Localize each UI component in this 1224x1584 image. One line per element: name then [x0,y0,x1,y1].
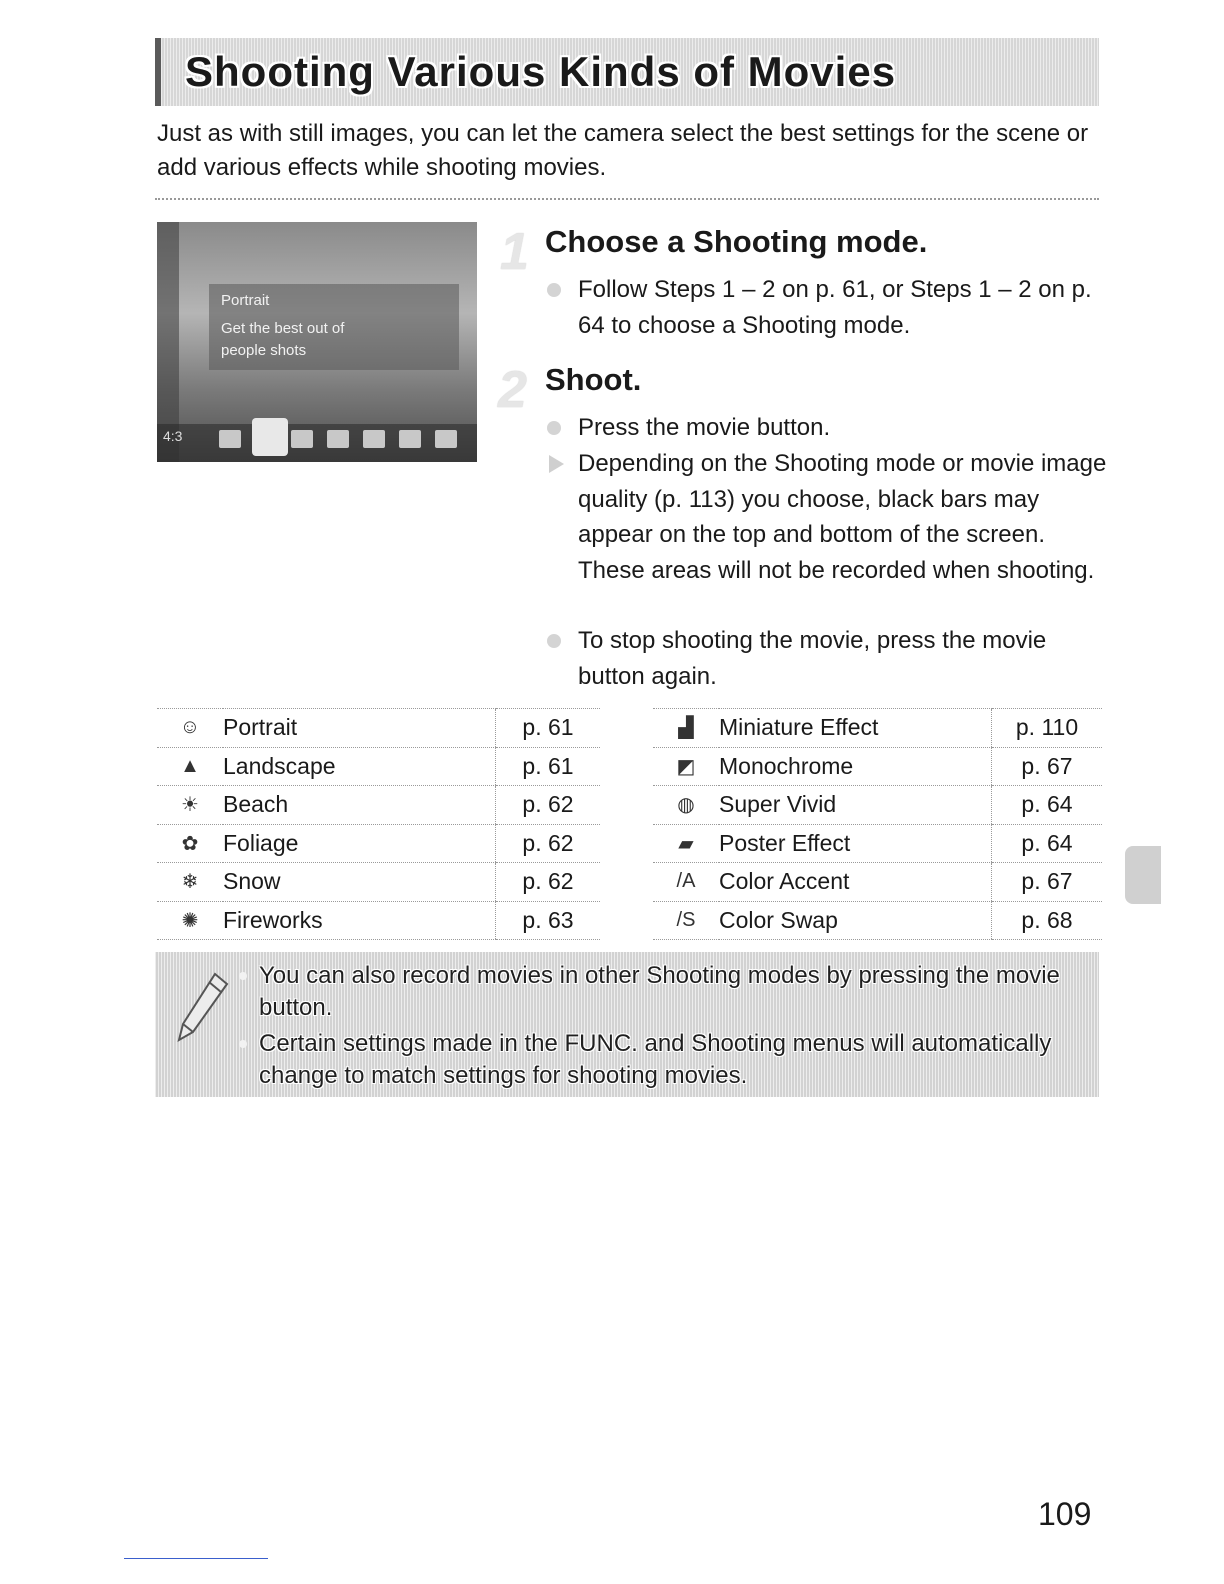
beach-icon: ☀ [157,786,223,825]
title-band-edge [155,38,161,106]
table-row [653,863,1102,902]
table-row [157,709,600,748]
screen-popup-title: Portrait [221,292,270,309]
mode-name: Beach [223,786,496,825]
note-text: You can also record movies in other Shooting modes by pressing the movie button. [259,962,1060,1021]
mode-name: Snow [223,863,496,902]
screen-mode-bar [157,424,477,462]
step-2-bullet-3-text: To stop shooting the movie, press the movie button again. [578,627,1047,690]
color-swap-icon: /S [653,901,719,940]
table-row [653,786,1102,825]
portrait-icon: ☺ [157,709,223,748]
snow-icon: ❄ [157,863,223,902]
screen-mode-icon [435,430,457,448]
result-arrow-icon [549,455,564,473]
bullet-dot-icon [239,1040,247,1048]
fireworks-icon: ✺ [157,901,223,940]
landscape-icon: ▲ [157,747,223,786]
intro-text: Just as with still images, you can let the camera select the best settings for the scene or add various effects while shooting movies. [157,120,1089,181]
page-title: Shooting Various Kinds of Movies [185,48,897,95]
screen-popup-desc-2: people shots [221,342,307,359]
mode-name: Portrait [223,709,496,748]
screen-mode-popup [209,284,459,370]
pencil-icon [175,970,231,1050]
page-ref: p. 61 [496,747,601,786]
screen-mode-icon [399,430,421,448]
page-ref: p. 61 [496,709,601,748]
mode-table-right [653,708,1102,940]
bullet-dot-icon [547,283,561,297]
mode-name: Fireworks [223,901,496,940]
note-text: Certain settings made in the FUNC. and Shooting menus will automatically change to match settings for shooting movies. [259,1030,1052,1089]
step-1-heading: Choose a Shooting mode. [545,224,928,259]
mode-table-left [157,708,600,940]
mode-name: Poster Effect [719,824,992,863]
screen-aspect-ratio: 4:3 [163,428,183,444]
page-ref: p. 67 [992,863,1103,902]
note-box [155,952,1099,1097]
page-number: 109 [1038,1496,1092,1532]
mode-name: Super Vivid [719,786,992,825]
monochrome-icon: ◩ [653,747,719,786]
title-band [155,38,1099,106]
step-1-number: 1 [500,223,529,281]
page-ref: p. 62 [496,786,601,825]
step-1-bullet-1-text: Follow Steps 1 – 2 on p. 61, or Steps 1 – 2 on p. 64 to choose a Shooting mode. [578,276,1092,339]
step-2-bullet-1-text: Press the movie button. [578,414,831,441]
step-2-heading: Shoot. [545,362,642,397]
note-item [239,1028,1079,1092]
page-ref: p. 67 [992,747,1103,786]
table-row [157,786,600,825]
page-ref: p. 110 [992,709,1103,748]
miniature-effect-icon: ▟ [653,709,719,748]
screen-selected-mode [252,418,288,456]
page-ref: p. 64 [992,786,1103,825]
mode-name: Landscape [223,747,496,786]
step-2-bullet-3 [547,623,1107,694]
table-row [157,747,600,786]
section-divider [155,198,1099,200]
table-row [157,824,600,863]
screen-mode-icon [327,430,349,448]
screen-mode-icon [291,430,313,448]
step-1-bullet-1 [547,272,1107,343]
page-ref: p. 63 [496,901,601,940]
table-row [157,901,600,940]
super-vivid-icon: ◍ [653,786,719,825]
bullet-dot-icon [547,421,561,435]
table-row [157,863,600,902]
bullet-dot-icon [239,972,247,980]
step-2-number: 2 [498,361,527,419]
step-2-bullet-2 [547,446,1107,588]
color-accent-icon: /A [653,863,719,902]
bullet-dot-icon [547,634,561,648]
mode-name: Monochrome [719,747,992,786]
table-row [653,747,1102,786]
table-row [653,824,1102,863]
step-2-bullet-1 [547,410,1107,446]
table-row [653,901,1102,940]
foliage-icon: ✿ [157,824,223,863]
page-ref: p. 62 [496,824,601,863]
page-ref: p. 68 [992,901,1103,940]
mode-name: Color Accent [719,863,992,902]
footer-rule [124,1558,268,1559]
mode-name: Foliage [223,824,496,863]
poster-effect-icon: ▰ [653,824,719,863]
table-row [653,709,1102,748]
mode-name: Color Swap [719,901,992,940]
screen-popup-desc-1: Get the best out of [221,320,345,337]
chapter-tab [1125,846,1161,904]
screen-mode-icon [219,430,241,448]
screen-mode-icon [363,430,385,448]
page-ref: p. 62 [496,863,601,902]
mode-name: Miniature Effect [719,709,992,748]
step-2-bullet-2-text: Depending on the Shooting mode or movie image quality (p. 113) you choose, black bars may appear on the top and bottom of the screen. These areas will not be recorded when shooting. [578,450,1107,584]
note-item [239,960,1079,1024]
camera-screen-image [157,222,477,462]
page-ref: p. 64 [992,824,1103,863]
